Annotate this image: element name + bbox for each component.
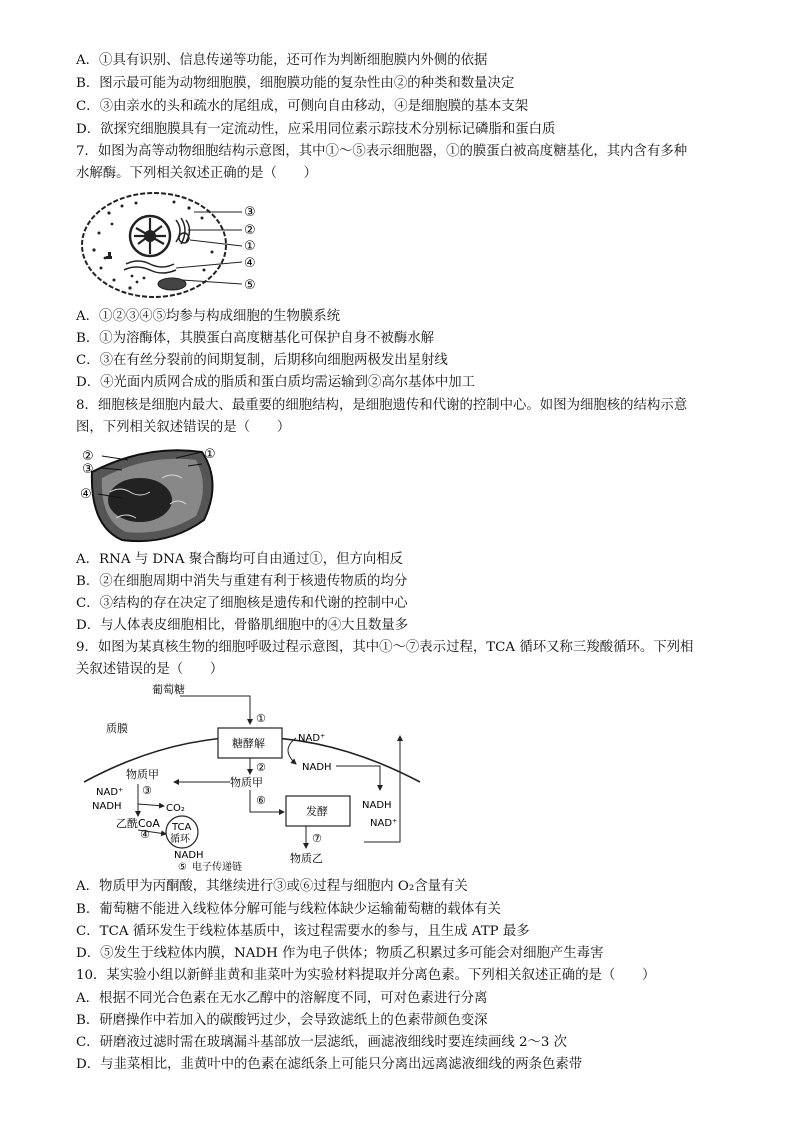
step-1: ①	[256, 712, 266, 725]
q9-option-b: B．葡萄糖不能进入线粒体分解可能与线粒体缺少运输葡萄糖的载体有关	[76, 902, 501, 917]
q7-option-c: C．③在有丝分裂前的间期复制，后期移向细胞两极发出星射线	[76, 353, 448, 368]
nucleus-label-1: ①	[204, 447, 216, 462]
q7-option-b: B．①为溶酶体，其膜蛋白高度糖基化可保护自身不被酶水解	[76, 331, 434, 346]
q9-stem-line2: 关叙述错误的是（ ）	[76, 662, 224, 677]
glyco-nadh: NADH	[302, 762, 332, 773]
q7-stem-line2: 水解酶。下列相关叙述正确的是（ ）	[76, 166, 318, 181]
q10-option-c: C．研磨液过滤时需在玻璃漏斗基部放一层滤纸，画滤液细线时要连续画线 2～3 次	[76, 1035, 568, 1050]
cell-label-2: ②	[244, 223, 256, 238]
glyco-nad-plus: NAD⁺	[298, 733, 326, 744]
step-2: ②	[256, 761, 266, 774]
tca-label-2: 循环	[170, 834, 190, 845]
tca-nadh: NADH	[174, 850, 204, 861]
substance-a-mid: 物质甲	[230, 776, 263, 789]
q7-stem-line1: 7．如图为高等动物细胞结构示意图，其中①～⑤表示细胞器，①的膜蛋白被高度糖基化，其内含有多种	[76, 144, 688, 159]
cell-label-5: ⑤	[244, 278, 256, 293]
step-7: ⑦	[312, 832, 322, 845]
ferm-nadh: NADH	[362, 800, 392, 811]
q6-option-b: B．图示最可能为动物细胞膜，细胞膜功能的复杂性由②的种类和数量决定	[76, 76, 515, 91]
q9-option-c: C．TCA 循环发生于线粒体基质中，该过程需要水的参与，且生成 ATP 最多	[76, 924, 530, 939]
substance-b-label: 物质乙	[290, 852, 323, 865]
nucleus-label-4: ④	[80, 487, 92, 502]
cell-label-1: ①	[244, 239, 256, 254]
step-4: ④	[140, 828, 150, 841]
q10-option-a: A．根据不同光合色素在无水乙醇中的溶解度不同，可对色素进行分离	[76, 991, 488, 1006]
q8-stem-line1: 8．细胞核是细胞内最大、最重要的细胞结构，是细胞遗传和代谢的控制中心。如图为细胞核的结构示意	[76, 398, 688, 413]
q8-option-c: C．③结构的存在决定了细胞核是遗传和代谢的控制中心	[76, 596, 408, 611]
q7-option-d: D．④光面内质网合成的脂质和蛋白质均需运输到②高尔基体中加工	[76, 375, 476, 390]
q9-option-a: A．物质甲为丙酮酸，其继续进行③或⑥过程与细胞内 O₂含量有关	[76, 879, 468, 894]
step-5: ⑤	[178, 862, 187, 872]
animal-cell-figure	[74, 188, 264, 302]
substance-a-left: 物质甲	[126, 768, 159, 781]
q8-option-d: D．与人体表皮细胞相比，骨骼肌细胞中的④大且数量多	[76, 618, 409, 633]
nucleus-label-2: ②	[82, 449, 94, 464]
tca-label-1: TCA	[172, 822, 192, 833]
cell-label-4: ④	[244, 256, 256, 271]
membrane-label: 质膜	[106, 722, 128, 735]
nucleus-figure	[76, 442, 226, 546]
ferm-nad-plus: NAD⁺	[370, 818, 398, 829]
co2-label: CO₂	[166, 803, 185, 814]
q8-option-a: A．RNA 与 DNA 聚合酶均可自由通过①，但方向相反	[76, 552, 404, 567]
glucose-label: 葡萄糖	[152, 683, 185, 696]
q6-option-c: C．③由亲水的头和疏水的尾组成，可侧向自由移动，④是细胞膜的基本支架	[76, 99, 529, 114]
q9-option-d: D．⑤发生于线粒体内膜，NADH 作为电子供体；物质乙积累过多可能会对细胞产生毒害	[76, 946, 604, 961]
q7-option-a: A．①②③④⑤均参与构成细胞的生物膜系统	[76, 309, 341, 324]
q10-option-b: B．研磨操作中若加入的碳酸钙过少，会导致滤纸上的色素带颜色变深	[76, 1013, 488, 1028]
nucleus-label-3: ③	[82, 462, 94, 477]
glycolysis-label: 糖酵解	[232, 737, 265, 750]
respiration-diagram	[80, 682, 430, 872]
acetyl-coa-label: 乙酰CoA	[116, 817, 160, 830]
q10-stem: 10．某实验小组以新鲜韭黄和韭菜叶为实验材料提取并分离色素。下列相关叙述正确的是（ ）	[76, 968, 656, 983]
q9-stem-line1: 9．如图为某真核生物的细胞呼吸过程示意图，其中①～⑦表示过程，TCA 循环又称三羧酸循环。下列相	[76, 640, 694, 655]
left-nad-plus: NAD⁺	[96, 787, 124, 798]
step-3: ③	[142, 784, 152, 797]
etc-label: 电子传递链	[192, 862, 242, 872]
left-nadh: NADH	[92, 801, 122, 812]
q10-option-d: D．与韭菜相比，韭黄叶中的色素在滤纸条上可能只分离出远离滤液细线的两条色素带	[76, 1057, 583, 1072]
step-6: ⑥	[256, 794, 266, 807]
cell-label-3: ③	[244, 205, 256, 220]
fermentation-label: 发酵	[306, 805, 328, 818]
q6-option-a: A．①具有识别、信息传递等功能，还可作为判断细胞膜内外侧的依据	[76, 53, 488, 68]
q8-option-b: B．②在细胞周期中消失与重建有利于核遗传物质的均分	[76, 574, 408, 589]
q6-option-d: D．欲探究细胞膜具有一定流动性，应采用同位素示踪技术分别标记磷脂和蛋白质	[76, 122, 556, 137]
q8-stem-line2: 图，下列相关叙述错误的是（ ）	[76, 420, 291, 435]
